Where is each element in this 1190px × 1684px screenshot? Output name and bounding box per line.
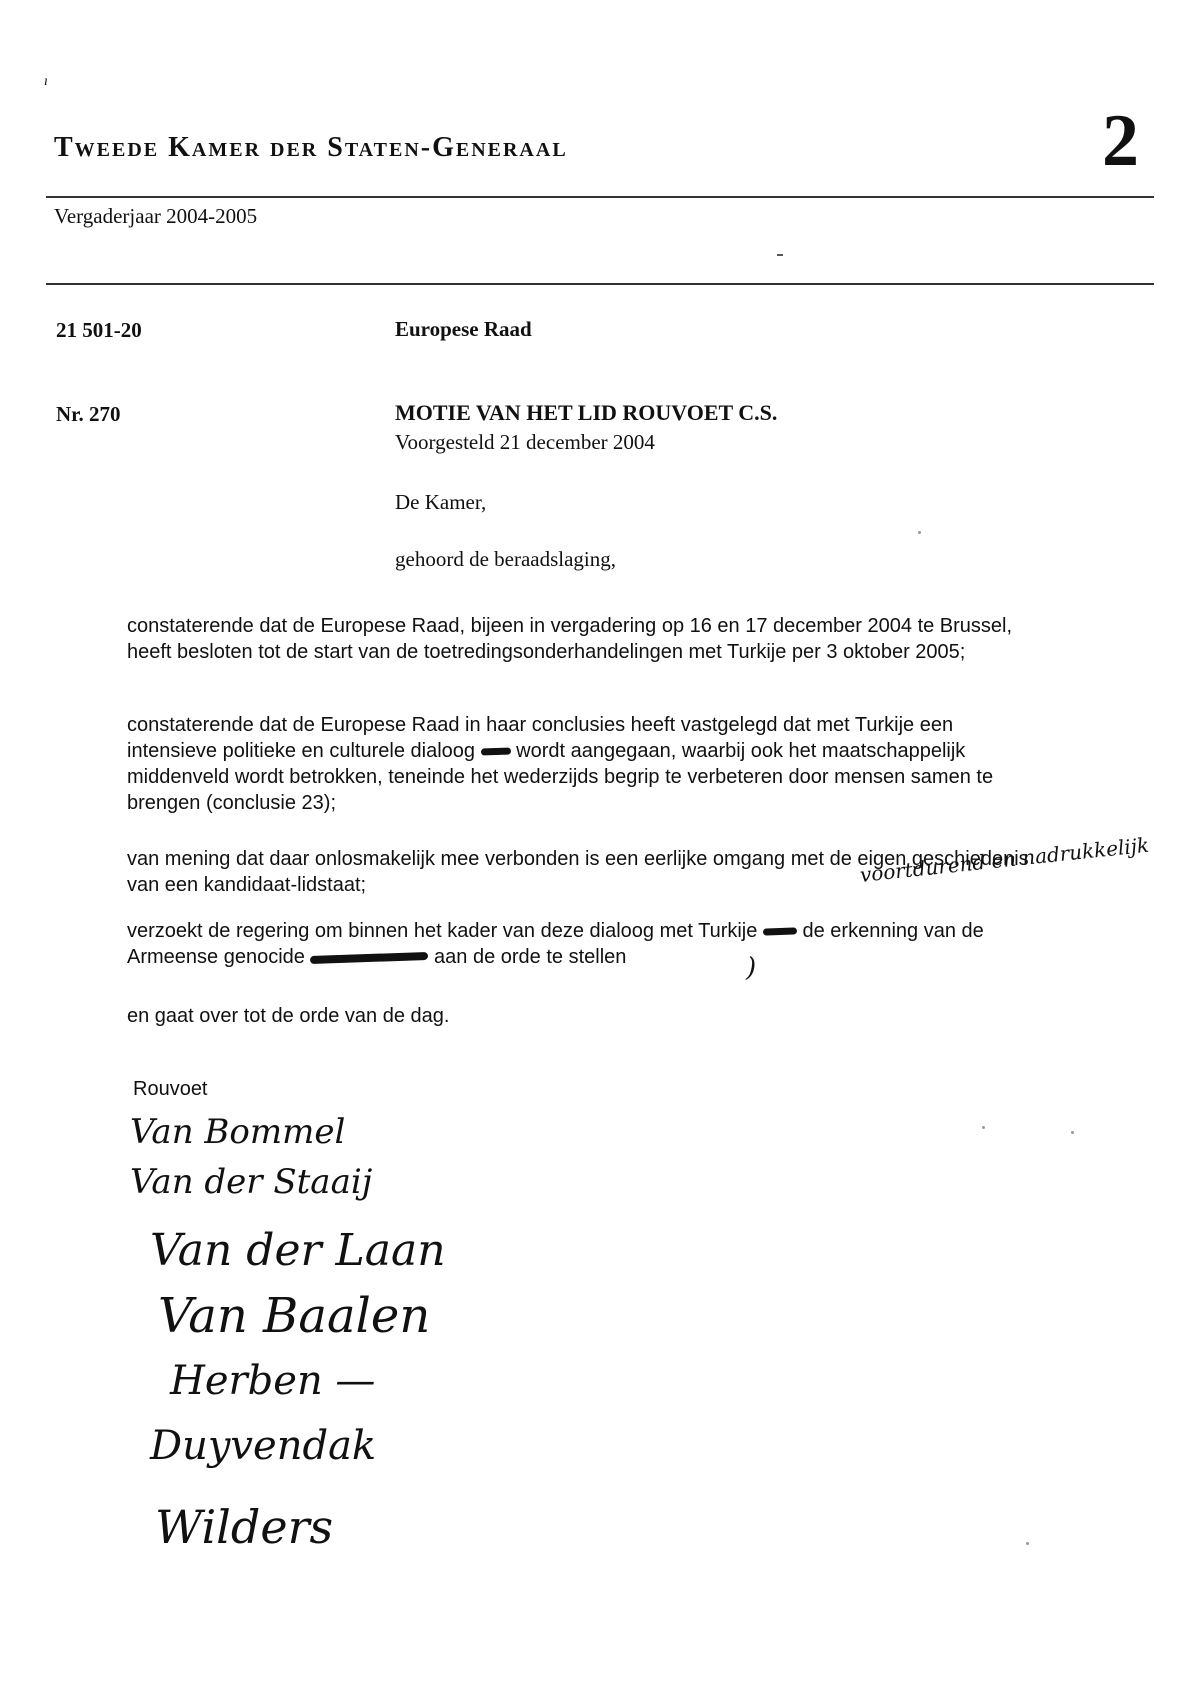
scan-speck (1026, 1542, 1029, 1545)
motion-number: Nr. 270 (56, 402, 121, 426)
handwritten-insertion: voortdurend en nadrukkelijk (858, 832, 1151, 887)
handwritten-signature: Van der Laan (150, 1225, 446, 1276)
typed-signatory: Rouvoet (133, 1078, 208, 1100)
handwritten-signature: Duyvendak (150, 1423, 377, 1469)
handwritten-insertion-mark: ) (746, 953, 757, 983)
motion-date: Voorgesteld 21 december 2004 (395, 430, 655, 454)
dossier-subject: Europese Raad (395, 317, 532, 341)
paragraph-text: verzoekt de regering om binnen het kader van deze dialoog met Turkije (127, 920, 758, 942)
crossed-out-word (480, 748, 510, 756)
paragraph-text: constaterende dat de Europese Raad in haar conclusies heeft vastgelegd dat met Turkije een intensieve politieke en culturele dialoog (127, 714, 954, 762)
considering-paragraph-1: constaterende dat de Europese Raad, bijeen in vergadering op 16 en 17 december 2004 te Brussel, heeft besloten tot de start van de toetredingsonderhandelingen met Turkije per 3 oktober 2005; (127, 615, 1013, 663)
handwritten-signature: Van der Staaij (130, 1162, 373, 1202)
stray-mark: ı (44, 74, 48, 89)
institution-title: Tweede Kamer der Staten-Generaal (54, 132, 568, 163)
handwritten-signature: Van Baalen (158, 1288, 431, 1344)
scan-speck (777, 254, 783, 256)
considering-paragraph-2 (127, 712, 1047, 816)
crossed-out-word (310, 952, 428, 964)
scan-speck (1071, 1131, 1074, 1134)
heard-clause: gehoord de beraadslaging, (395, 547, 617, 571)
paragraph-text: wordt aangegaan, waarbij ook het maatschappelijk middenveld wordt betrokken, teneinde het wederzijds begrip te verbeteren door mensen samen te brengen (conclusie 23); (127, 740, 994, 814)
session-year: Vergaderjaar 2004-2005 (54, 204, 258, 228)
motion-title: MOTIE VAN HET LID ROUVOET C.S. (395, 400, 778, 425)
paragraph-text: aan de orde te stellen (434, 946, 627, 968)
crossed-out-word (763, 928, 797, 936)
handwritten-signature: Wilders (155, 1500, 334, 1554)
scan-speck (918, 531, 921, 534)
handwritten-signature: Herben — (170, 1358, 376, 1404)
closing-line: en gaat over tot de orde van de dag. (127, 1005, 450, 1027)
scan-speck (982, 1126, 985, 1129)
handwritten-signature: Van Bommel (130, 1112, 346, 1152)
opinion-paragraph: van mening dat daar onlosmakelijk mee verbonden is een eerlijke omgang met de eigen geschiedenis van een kandidaat-lidstaat; (127, 848, 1029, 896)
paragraph-text: de erkenning van de Armeense genocide (127, 920, 984, 968)
section-divider (46, 283, 1154, 285)
document-number: 2 (1102, 100, 1139, 182)
salutation: De Kamer, (395, 490, 487, 514)
request-paragraph (127, 918, 1047, 970)
dossier-number: 21 501-20 (56, 318, 142, 342)
header-divider (46, 196, 1154, 198)
